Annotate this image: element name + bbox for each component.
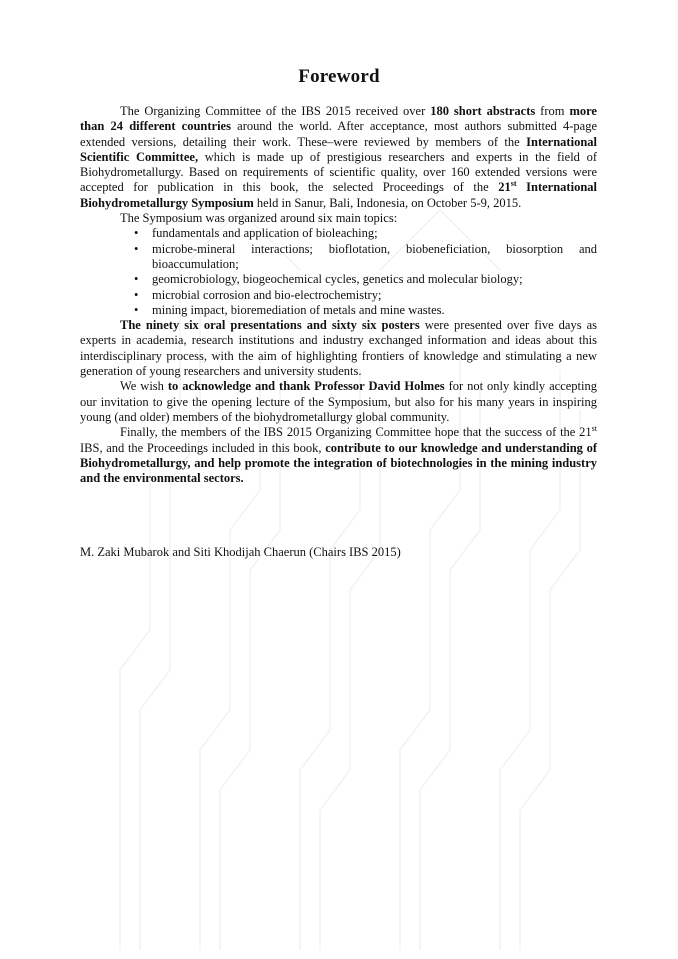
foreword-body [80,104,597,486]
paragraph-topics-intro: The Symposium was organized around six main topics: [120,211,398,226]
paragraph-closing [80,425,597,486]
bold-span: 180 short abstracts [430,104,536,118]
text-span: IBS, and the Proceedings included in this book, [80,440,326,455]
ordinal-suffix: st [510,179,517,189]
topic-item: • microbial corrosion and bio-electrochemistry; [152,288,597,303]
bold-span: The ninety six oral presentations and sixty six posters [120,318,420,333]
paragraph-presentations [80,318,597,379]
signature: M. Zaki Mubarok and Siti Khodijah Chaerun (Chairs IBS 2015) [80,545,401,559]
text-span: held in Sanur, Bali, Indonesia, on October 5-9, 2015. [253,195,522,210]
bold-span: International Scientific Committee, [80,134,597,164]
ordinal-suffix: st [591,424,597,434]
text-span: which is made up of prestigious researchers and experts in the field of Biohydrometallurgy. Based on requirements of scientific quality, over 160 extended versions were accepted for publication in this book, the selected Proceedings of the [80,149,597,195]
topic-item: • mining impact, bioremediation of metals and mine wastes. [152,303,597,318]
symposium-title: International Biohydrometallurgy Symposium [80,180,597,210]
page-title: Foreword [298,66,380,87]
text-span: for not only kindly accepting our invitation to give the opening lecture of the Symposium, but also for his many years in inspiring young (and older) members of the biohydrometallurgy global community. [80,379,597,424]
text-span: Finally, the members of the IBS 2015 Organizing Committee hope that the success of the 21 [120,425,592,440]
text-span: were presented over five days as experts in academia, research institutions and industry exchanged information and ideas about this interdisciplinary process, with the aim of highlighting frontiers of knowledge and stimulating a new generation of young researchers and university students. [80,318,597,379]
bold-span: more than 24 different countries [80,104,597,134]
topic-item: • microbe-mineral interactions; bioflotation, biobeneficiation, biosorption and bioaccumulation; [152,242,597,273]
text-span: around the world. After acceptance, most authors submitted 4-page extended versions, detailing their work. These–were reviewed by members of the [80,119,597,149]
paragraph-acknowledgement [80,379,597,425]
text-span: The Organizing Committee of the IBS 2015 received over [120,104,431,118]
topic-item: • geomicrobiology, biogeochemical cycles, genetics and molecular biology; [152,272,597,287]
text-span: from [535,104,570,118]
topics-list [80,226,597,318]
text-span: We wish [120,379,168,394]
paragraph-intro [80,104,597,211]
bold-span: contribute to our knowledge and understanding of Biohydrometallurgy, and help promote the integration of biotechnologies in the mining industry and the environmental sectors. [80,440,598,486]
topic-item: • fundamentals and application of bioleaching; [152,226,597,241]
ordinal-number: 21 [498,180,511,195]
bold-span: to acknowledge and thank Professor David Holmes [167,379,445,394]
